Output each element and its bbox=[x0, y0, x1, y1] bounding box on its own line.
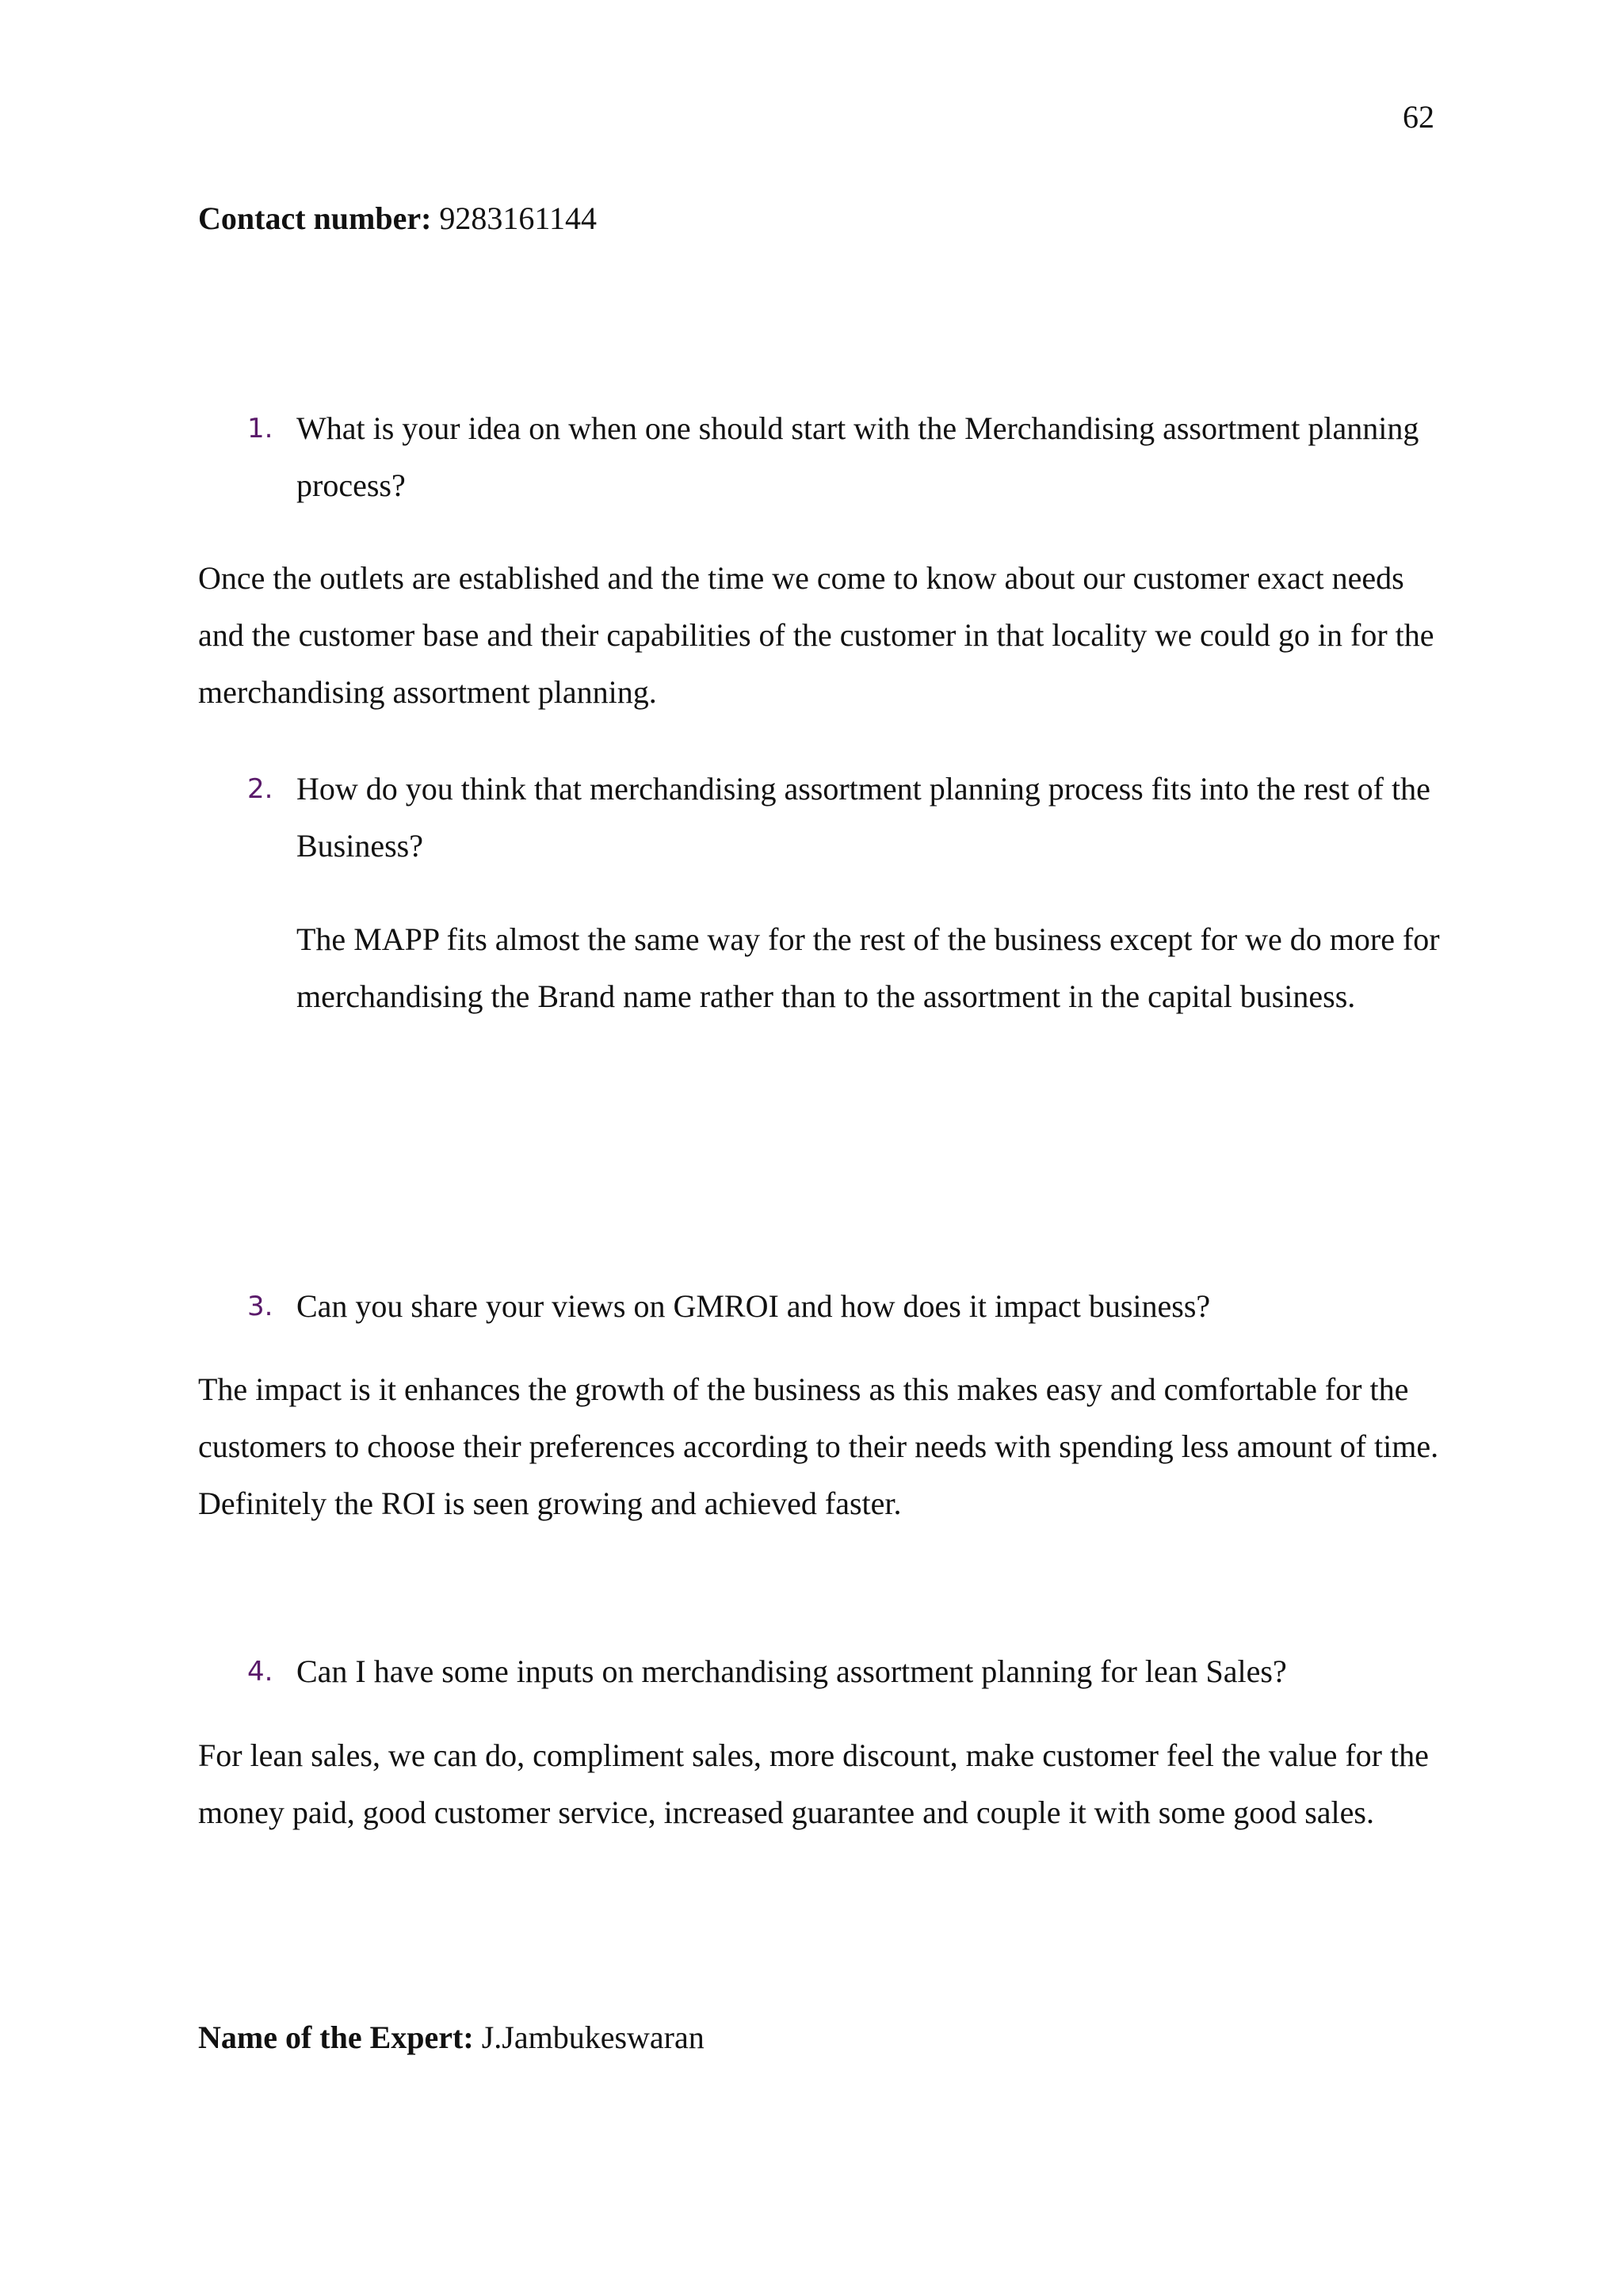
question-1: What is your idea on when one should start with the Merchandising assortment planning process? bbox=[296, 410, 1419, 503]
expert-label: Name of the Expert: bbox=[198, 2019, 474, 2055]
page-number: 62 bbox=[1403, 99, 1434, 135]
answer-1: Once the outlets are established and the time we come to know about our customer exact needs and the customer base and their capabilities of the customer in that locality we could go in for the merchandising assortment planning. bbox=[198, 560, 1434, 710]
question-number-4: 4. bbox=[247, 1656, 273, 1688]
question-3: Can you share your views on GMROI and how does it impact business? bbox=[296, 1288, 1211, 1324]
question-4: Can I have some inputs on merchandising assortment planning for lean Sales? bbox=[296, 1653, 1287, 1689]
expert-name: J.Jambukeswaran bbox=[481, 2019, 705, 2055]
answer-4: For lean sales, we can do, compliment sales, more discount, make customer feel the value for the money paid, good customer service, increased guarantee and couple it with some good sales. bbox=[198, 1737, 1429, 1830]
answer-2: The MAPP fits almost the same way for the rest of the business except for we do more for merchandising the Brand name rather than to the assortment in the capital business. bbox=[296, 921, 1440, 1014]
contact-value: 9283161144 bbox=[439, 200, 597, 236]
expert-line bbox=[198, 2009, 1442, 2066]
contact-label: Contact number: bbox=[198, 200, 432, 236]
question-2: How do you think that merchandising assortment planning process fits into the rest of the Business? bbox=[296, 771, 1430, 864]
question-number-3: 3. bbox=[247, 1291, 273, 1322]
answer-3: The impact is it enhances the growth of the business as this makes easy and comfortable for the customers to choose their preferences according to their needs with spending less amount of time. Definitely the ROI is seen growing and achieved faster. bbox=[198, 1371, 1439, 1521]
question-number-2: 2. bbox=[247, 773, 273, 805]
question-number-1: 1. bbox=[247, 413, 273, 444]
contact-line bbox=[198, 190, 1442, 247]
